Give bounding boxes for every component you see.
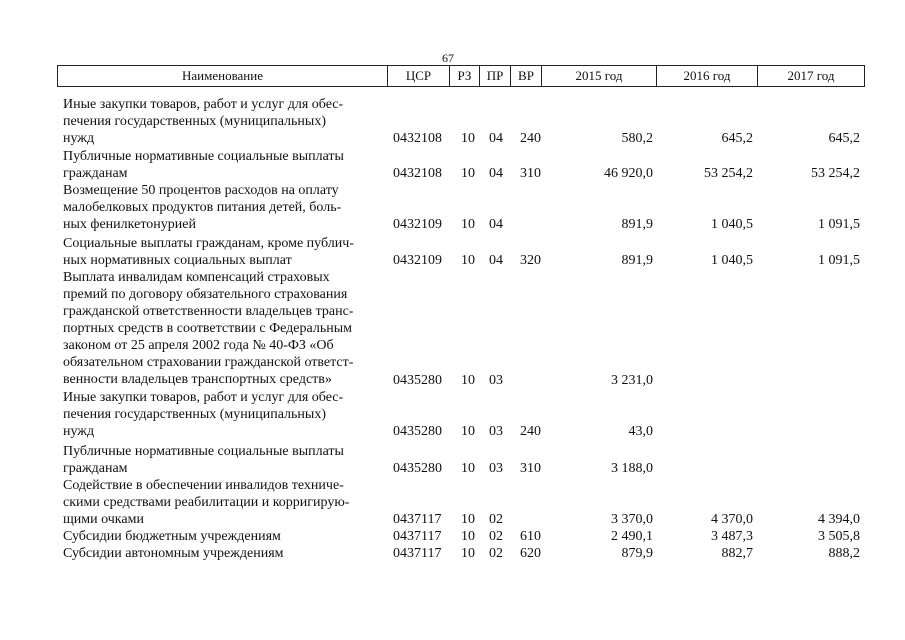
- row-2017: 53 254,2: [811, 166, 860, 181]
- row-rz: 10: [461, 529, 475, 544]
- row-name: Публичные нормативные социальные выплаты гражданам: [63, 149, 344, 181]
- row-csr: 0437117: [393, 512, 442, 527]
- row-2015: 891,9: [621, 253, 653, 268]
- row-rz: 10: [461, 253, 475, 268]
- row-2017: 1 091,5: [818, 253, 860, 268]
- row-name: Социальные выплаты гражданам, кроме публич- ных нормативных социальных выплат: [63, 236, 354, 268]
- row-pr: 03: [489, 373, 503, 388]
- row-2016: 53 254,2: [704, 166, 753, 181]
- row-rz: 10: [461, 546, 475, 561]
- row-2015: 891,9: [621, 217, 653, 232]
- row-pr: 04: [489, 131, 503, 146]
- row-vr: 610: [520, 529, 541, 544]
- row-name: Выплата инвалидам компенсаций страховых премий по договору обязательного страхования гражданской ответственности владельцев транс- портных средств в соответствии с Федеральным законом от 25 апреля 2002 года № 40-ФЗ «Об обязательном страховании гражданской ответст- венности владельцев транспортных средств»: [63, 270, 354, 387]
- row-2016: 1 040,5: [711, 217, 753, 232]
- row-vr: 240: [520, 131, 541, 146]
- row-rz: 10: [461, 512, 475, 527]
- row-2017: 3 505,8: [818, 529, 860, 544]
- row-csr: 0432109: [393, 253, 442, 268]
- row-name: Субсидии автономным учреждениям: [63, 546, 284, 561]
- row-csr: 0432109: [393, 217, 442, 232]
- row-name: Содействие в обеспечении инвалидов техниче- скими средствами реабилитации и корригирую- щими очками: [63, 478, 350, 527]
- row-pr: 02: [489, 512, 503, 527]
- header-name: Наименование: [58, 66, 388, 86]
- row-pr: 03: [489, 424, 503, 439]
- header-vr: ВР: [511, 66, 542, 86]
- row-2015: 3 231,0: [611, 373, 653, 388]
- row-2017: 1 091,5: [818, 217, 860, 232]
- row-vr: 310: [520, 461, 541, 476]
- row-2015: 46 920,0: [604, 166, 653, 181]
- row-name: Возмещение 50 процентов расходов на оплату малобелковых продуктов питания детей, боль- ных фенилкетонурией: [63, 183, 342, 232]
- row-name: Иные закупки товаров, работ и услуг для обес- печения государственных (муниципальных) нужд: [63, 390, 344, 439]
- row-csr: 0432108: [393, 131, 442, 146]
- row-pr: 04: [489, 166, 503, 181]
- row-2016: 4 370,0: [711, 512, 753, 527]
- row-vr: 320: [520, 253, 541, 268]
- row-pr: 04: [489, 253, 503, 268]
- row-rz: 10: [461, 217, 475, 232]
- row-2016: 3 487,3: [711, 529, 753, 544]
- row-csr: 0435280: [393, 461, 442, 476]
- header-pr: ПР: [480, 66, 511, 86]
- row-2015: 2 490,1: [611, 529, 653, 544]
- row-2015: 580,2: [621, 131, 653, 146]
- row-rz: 10: [461, 131, 475, 146]
- row-rz: 10: [461, 424, 475, 439]
- row-2015: 3 188,0: [611, 461, 653, 476]
- row-vr: 240: [520, 424, 541, 439]
- row-vr: 620: [520, 546, 541, 561]
- row-rz: 10: [461, 166, 475, 181]
- row-rz: 10: [461, 461, 475, 476]
- row-csr: 0437117: [393, 546, 442, 561]
- row-pr: 04: [489, 217, 503, 232]
- row-csr: 0435280: [393, 424, 442, 439]
- row-2016: 645,2: [721, 131, 753, 146]
- row-vr: 310: [520, 166, 541, 181]
- header-2016: 2016 год: [657, 66, 758, 86]
- row-pr: 02: [489, 546, 503, 561]
- row-csr: 0432108: [393, 166, 442, 181]
- header-2017: 2017 год: [787, 68, 835, 83]
- row-pr: 03: [489, 461, 503, 476]
- row-2016: 882,7: [721, 546, 753, 561]
- row-csr: 0435280: [393, 373, 442, 388]
- row-pr: 02: [489, 529, 503, 544]
- row-name: Публичные нормативные социальные выплаты гражданам: [63, 444, 344, 476]
- header-csr: ЦСР: [388, 66, 450, 86]
- header-2015: 2015 год: [542, 66, 657, 86]
- row-name: Субсидии бюджетным учреждениям: [63, 529, 281, 544]
- row-2017: 4 394,0: [818, 512, 860, 527]
- row-csr: 0437117: [393, 529, 442, 544]
- row-2017: 645,2: [828, 131, 860, 146]
- row-2015: 3 370,0: [611, 512, 653, 527]
- row-name: Иные закупки товаров, работ и услуг для обес- печения государственных (муниципальных) нужд: [63, 97, 344, 146]
- row-2017: 888,2: [828, 546, 860, 561]
- row-2016: 1 040,5: [711, 253, 753, 268]
- page-number: 67: [442, 51, 454, 65]
- row-2015: 43,0: [628, 424, 653, 439]
- row-2015: 879,9: [621, 546, 653, 561]
- header-rz: РЗ: [450, 66, 480, 86]
- row-rz: 10: [461, 373, 475, 388]
